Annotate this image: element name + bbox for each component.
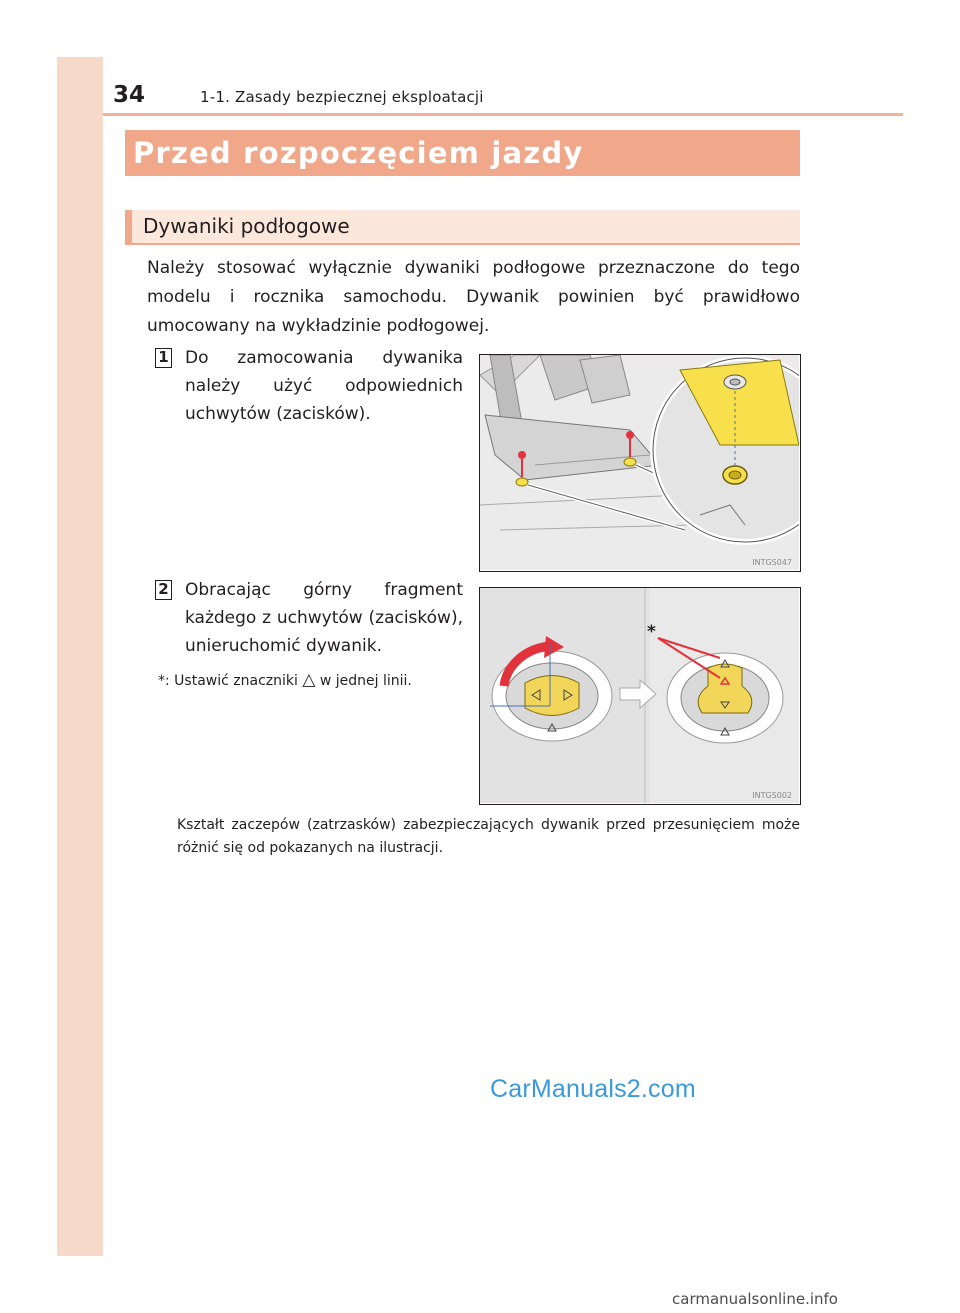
step-2-number: 2 <box>155 580 172 600</box>
section-title: Przed rozpoczęciem jazdy <box>125 130 800 176</box>
watermark-logo: CarManuals2.com <box>490 1075 696 1103</box>
page-number: 34 <box>113 82 146 108</box>
triangle-symbol-icon: △ <box>302 670 316 690</box>
step-2-text: Obracając górny fragment każdego z uchwytów (zacisków), unieruchomić dywanik. <box>185 580 463 656</box>
note-prefix: *: Ustawić znaczniki <box>158 673 298 689</box>
step-1-number: 1 <box>155 348 172 368</box>
intro-paragraph: Należy stosować wyłącznie dywaniki podłogowe przeznaczone do tego modelu i rocznika samochodu. Dywanik powinien być prawidłowo umocowany na wykładzinie podłogowej. <box>147 258 800 336</box>
figure-1-code: INTGS047 <box>752 558 792 567</box>
floor-mat-illustration <box>480 355 799 570</box>
subsection-title: Dywaniki podłogowe <box>125 210 800 245</box>
watermark-site: carmanualsonline.info <box>672 1290 838 1308</box>
note-suffix: w jednej linii. <box>319 673 412 689</box>
figure-2-code: INTGS002 <box>752 791 792 800</box>
figure-clip-rotate <box>479 587 801 805</box>
asterisk-marker: * <box>647 622 656 642</box>
step-1-text: Do zamocowania dywanika należy użyć odpowiednich uchwytów (zacisków). <box>185 348 463 424</box>
margin-strip <box>57 57 103 1256</box>
alignment-note <box>158 670 412 690</box>
footnote: Kształt zaczepów (zatrzasków) zabezpieczających dywanik przed przesunięciem może różnić się od pokazanych na ilustracji. <box>177 817 800 856</box>
running-title: 1-1. Zasady bezpiecznej eksploatacji <box>200 88 484 106</box>
clip-rotation-illustration <box>480 588 799 803</box>
header-rule <box>103 113 903 116</box>
figure-mat-hooks <box>479 354 801 572</box>
